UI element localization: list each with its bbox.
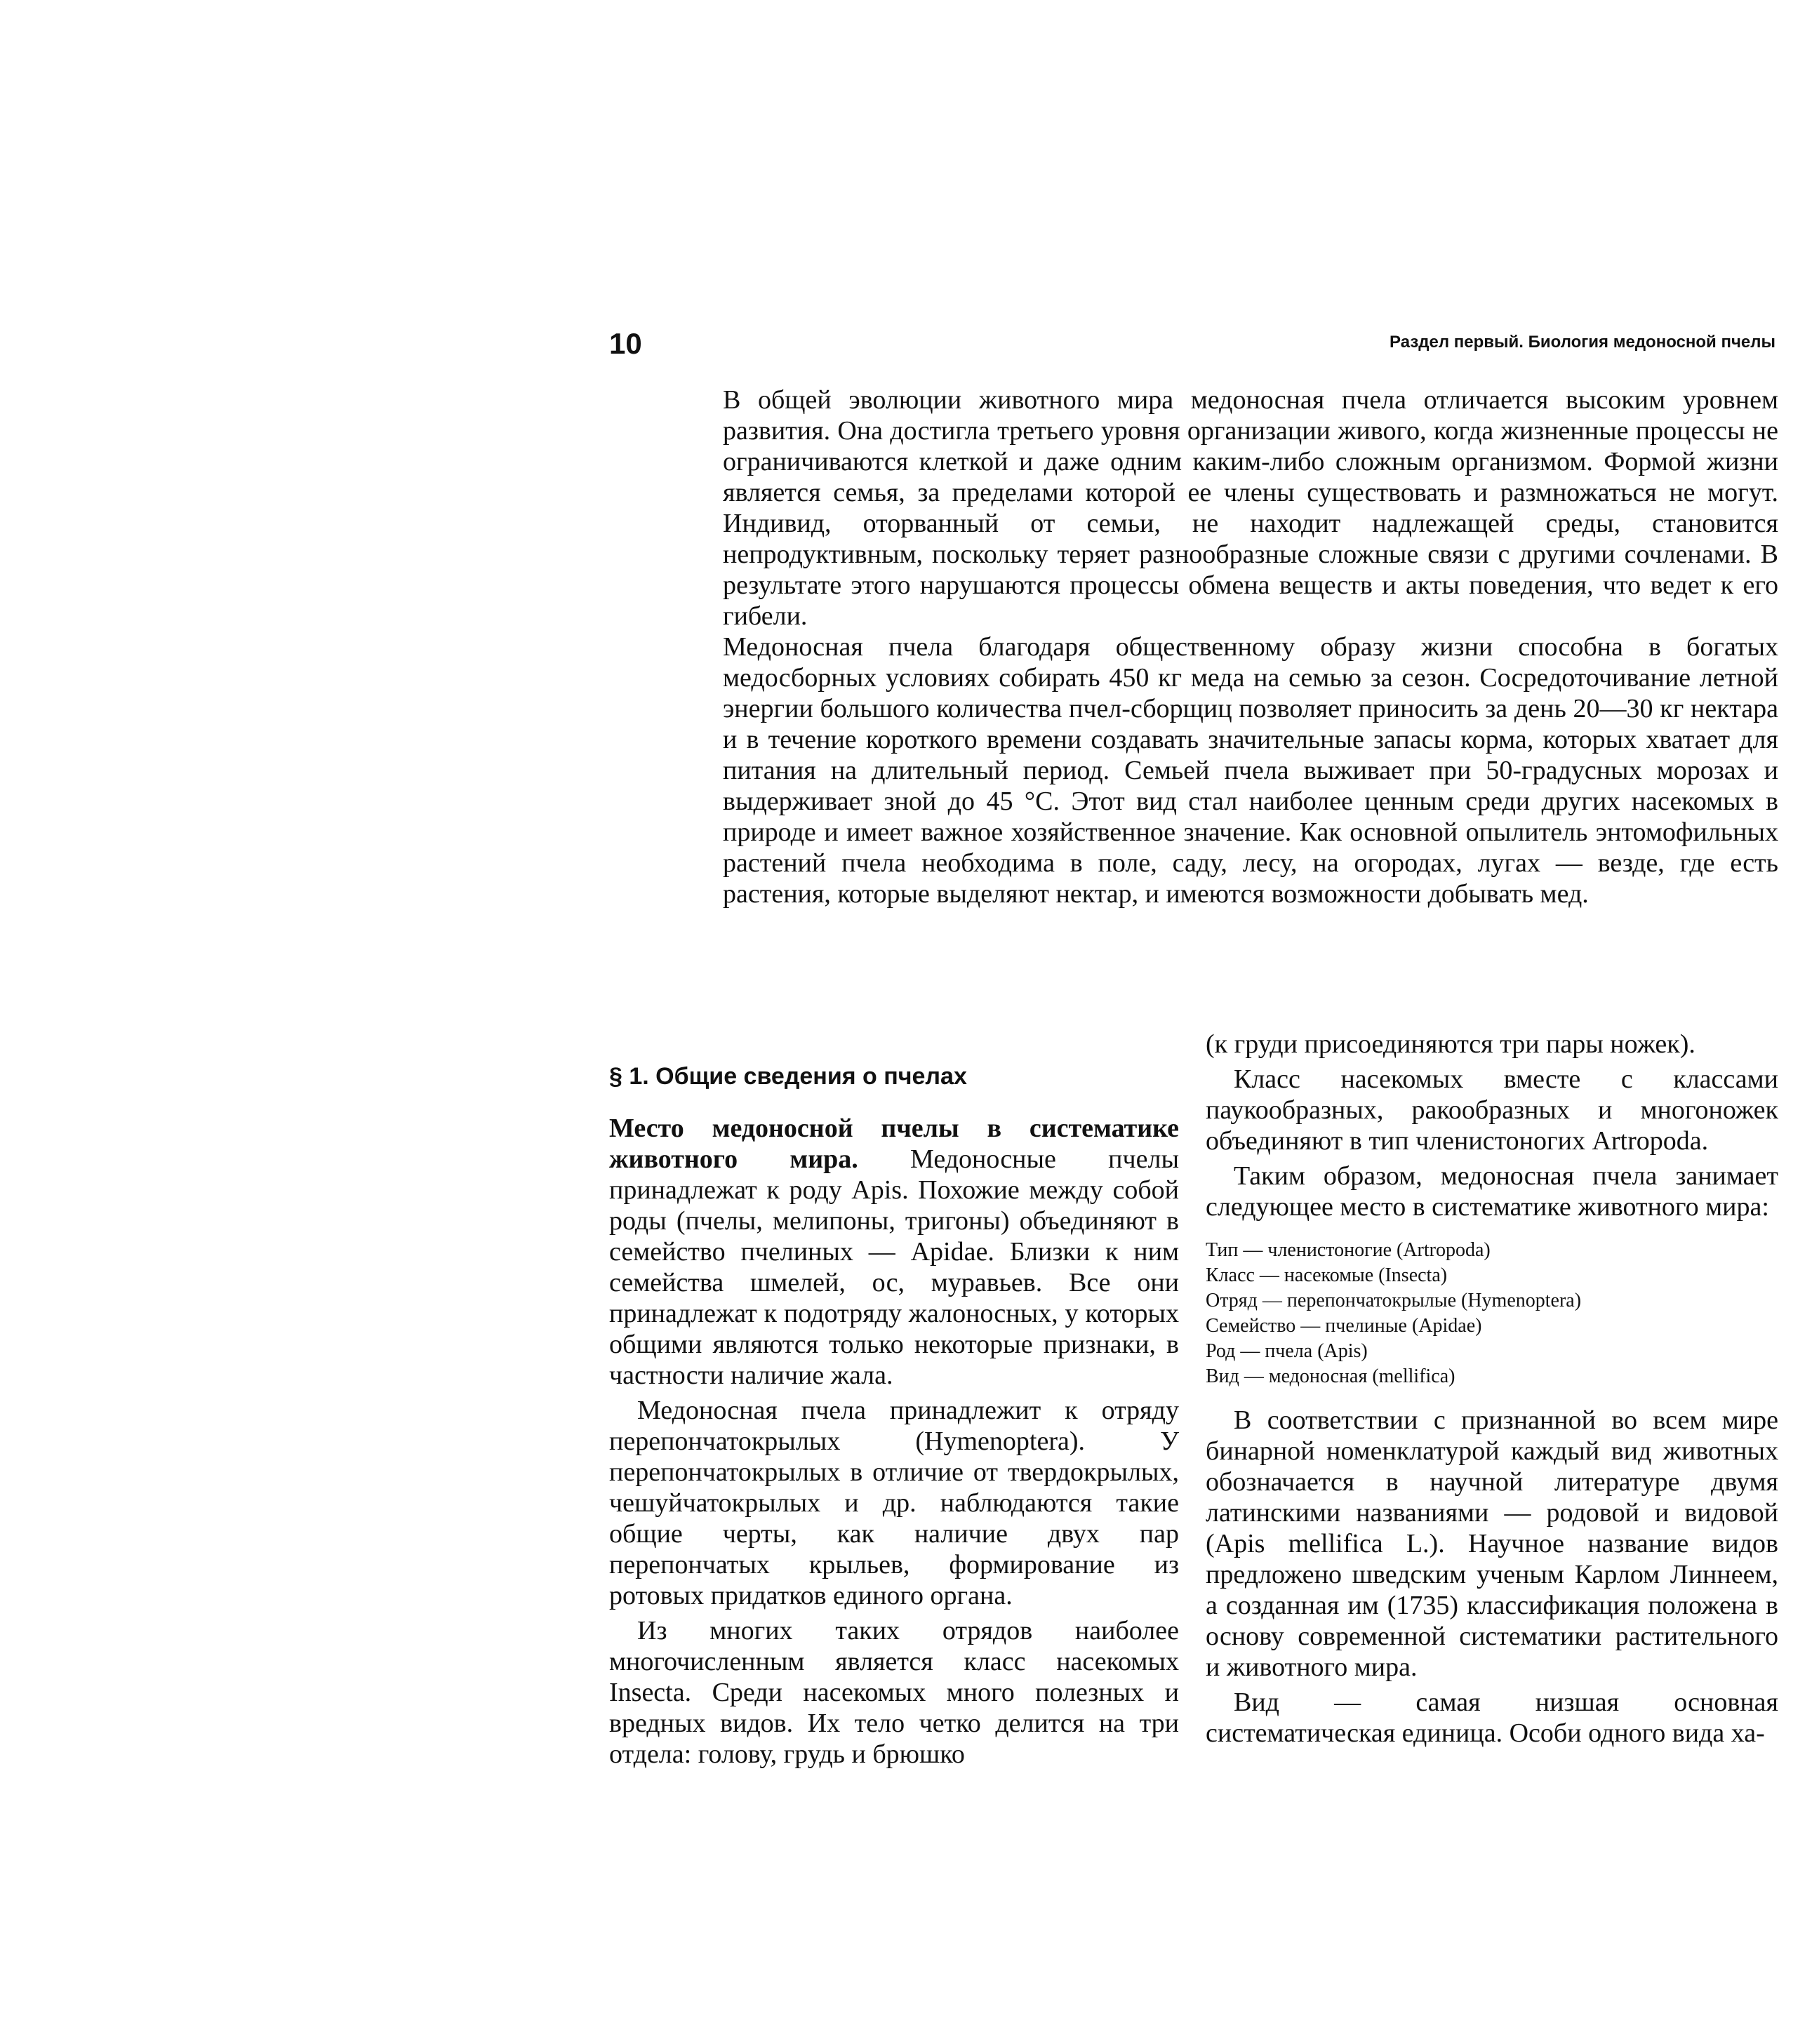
intro-paragraph: В общей эволюции животного мира медоносная пчела отличается высоким уровнем развития. Она достигла третьего уровня организации живого, когда жизненные процессы не ограничиваются клеткой и даже одним каким-либо сложным организмом. Формой жизни является семья, за пределами которой ее члены существовать и размножаться не могут. Индивид, оторванный от семьи, не находит надлежащей среды, становится непродуктивным, поскольку теряет разнообразные сложные связи с другими сочленами. В результате этого нарушаются процессы обмена веществ и акты поведения, что ведет к его гибели. — [723, 385, 1778, 631]
body-paragraph: (к груди присоединяются три пары ножек). — [1206, 1029, 1695, 1059]
body-paragraph: В соответствии с признанной во всем мире бинарной номенклатурой каждый вид животных обозначается в научной литературе двумя латинскими названиями — родовой и видовой (Apis mellifica L.). Научное название видов предложено шведским ученым Карлом Линнеем, а созданная им (1735) классификация положена в основу современной систематики растительного и животного мира. — [1206, 1405, 1778, 1682]
running-head: Раздел первый. Биология медоносной пчелы — [1390, 333, 1775, 352]
intro-paragraph: Медоносная пчела благодаря общественному образу жизни способна в богатых медосборных условиях собирать 450 кг меда на семью за сезон. Сосредоточивание летной энергии большого количества пчел-сборщиц позволяет приносить за день 20—30 кг нектара и в течение короткого времени создавать значительные запасы корма, которых хватает для питания на длительный период. Семьей пчела выживает при 50-градусных морозах и выдерживает зной до 45 °С. Этот вид стал наиболее ценным среди других насекомых в природе и имеет важное хозяйственное значение. Как основной опылитель энтомофильных растений пчела необходима в поле, саду, лесу, на огородах, лугах — везде, где есть растения, которые выделяют нектар, и имеются возможности добывать мед. — [723, 632, 1778, 909]
lead-text: Медоносные пчелы принадлежат к роду Apis. Похожие между собой роды (пчелы, мелипоны, тригоны) объединяют в семейство пчелиных — Apidae. Близки к ним семейства шмелей, ос, муравьев. Все они принадлежат к подотряду жалоносных, у которых общими являются только некоторые признаки, в частности наличие жала. — [609, 1144, 1179, 1390]
page-number: 10 — [609, 327, 642, 360]
body-paragraph: Медоносная пчела принадлежит к отряду перепончатокрылых (Hymenoptera). У перепончатокрылых в отличие от твердокрылых, чешуйчатокрылых и др. наблюдаются такие общие черты, как наличие двух пар перепончатых крыльев, формирование из ротовых придатков единого органа. — [609, 1396, 1179, 1610]
section-title: § 1. Общие сведения о пчелах — [609, 1063, 967, 1090]
taxonomy-item: Тип — членистоногие (Artropoda) — [1206, 1239, 1491, 1261]
taxonomy-item: Класс — насекомые (Insecta) — [1206, 1264, 1448, 1286]
body-paragraph: Из многих таких отрядов наиболее многочисленным является класс насекомых Insecta. Среди насекомых много полезных и вредных видов. Их тело четко делится на три отдела: голову, грудь и брюшко — [609, 1616, 1179, 1769]
intro-text — [723, 385, 1778, 909]
right-column — [1206, 1029, 1778, 1753]
body-paragraph: Класс насекомых вместе с классами паукообразных, ракообразных и многоножек объединяют в тип членистоногих Artropoda. — [1206, 1064, 1778, 1156]
body-paragraph: Вид — самая низшая основная систематическая единица. Особи одного вида ха- — [1206, 1688, 1778, 1748]
body-paragraph — [609, 1113, 1179, 1391]
taxonomy-item: Семейство — пчелиные (Apidae) — [1206, 1315, 1482, 1337]
taxonomy-list — [1206, 1238, 1778, 1389]
taxonomy-item: Вид — медоносная (mellifica) — [1206, 1365, 1455, 1387]
taxonomy-item: Отряд — перепончатокрылые (Hymenoptera) — [1206, 1290, 1582, 1311]
left-column — [609, 1029, 1179, 1774]
body-paragraph: Таким образом, медоносная пчела занимает следующее место в систематике животного мира: — [1206, 1161, 1778, 1222]
taxonomy-item: Род — пчела (Apis) — [1206, 1340, 1368, 1362]
lead-heading: Место медоносной пчелы в систематике животного мира. — [609, 1114, 1179, 1174]
